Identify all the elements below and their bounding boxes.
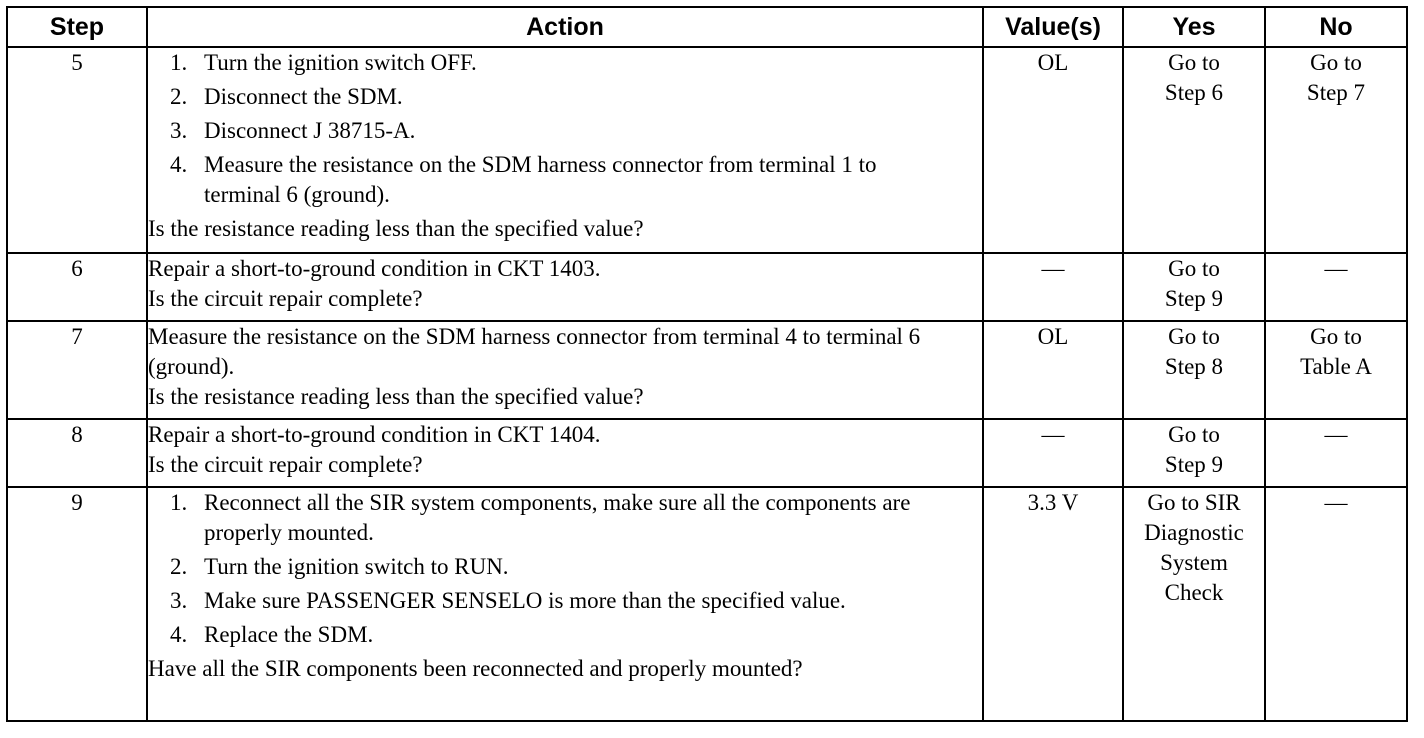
yes-line: Go to	[1168, 422, 1220, 447]
action-cell	[147, 419, 983, 487]
step-number: 9	[7, 487, 147, 721]
action-item-number: 3.	[170, 118, 188, 143]
table-row-step-8	[7, 419, 1407, 487]
action-cell	[147, 253, 983, 321]
action-item-text: Replace the SDM.	[204, 622, 374, 647]
action-item	[148, 586, 982, 616]
action-line: Repair a short-to-ground condition in CKT 1403.	[148, 256, 601, 281]
yes-cell	[1123, 47, 1265, 253]
yes-line: Diagnostic	[1144, 520, 1244, 545]
action-question: Have all the SIR components been reconnected and properly mounted?	[148, 656, 803, 681]
action-question: Is the circuit repair complete?	[148, 452, 423, 477]
header-action: Action	[147, 7, 983, 47]
action-item-text: Measure the resistance on the SDM harness connector from terminal 1 to terminal 6 (ground).	[204, 152, 877, 207]
action-item-text: Turn the ignition switch OFF.	[204, 50, 477, 75]
yes-line: Step 9	[1164, 286, 1224, 311]
yes-line: Step 9	[1164, 452, 1224, 477]
step-number: 6	[7, 253, 147, 321]
step-number: 8	[7, 419, 147, 487]
no-cell	[1265, 419, 1407, 487]
action-item	[148, 620, 982, 650]
value-cell: 3.3 V	[983, 487, 1123, 721]
action-list	[148, 488, 982, 650]
value-cell: OL	[983, 47, 1123, 253]
action-list	[148, 48, 982, 210]
yes-cell	[1123, 419, 1265, 487]
action-item-number: 2.	[170, 84, 188, 109]
action-item	[148, 116, 982, 146]
yes-cell	[1123, 321, 1265, 419]
action-item-number: 1.	[170, 490, 188, 515]
header-values: Value(s)	[983, 7, 1123, 47]
no-line: —	[1324, 422, 1348, 447]
no-line: Go to	[1310, 50, 1362, 75]
table-row-step-9	[7, 487, 1407, 721]
yes-line: Step 8	[1164, 354, 1224, 379]
no-cell	[1265, 321, 1407, 419]
no-line: Table A	[1300, 354, 1372, 379]
yes-cell	[1123, 487, 1265, 721]
no-cell	[1265, 47, 1407, 253]
no-line: —	[1324, 256, 1348, 281]
action-cell	[147, 321, 983, 419]
action-cell	[147, 487, 983, 721]
action-item	[148, 150, 982, 210]
action-item-text: Reconnect all the SIR system components, make sure all the components are properly mounted.	[204, 490, 911, 545]
header-yes: Yes	[1123, 7, 1265, 47]
no-line: Go to	[1310, 324, 1362, 349]
action-item-text: Disconnect J 38715-A.	[204, 118, 416, 143]
diagnostic-table-container	[6, 6, 1408, 722]
action-item	[148, 82, 982, 112]
header-step: Step	[7, 7, 147, 47]
action-item-number: 2.	[170, 554, 188, 579]
action-cell	[147, 47, 983, 253]
table-row-step-5	[7, 47, 1407, 253]
action-question: Is the circuit repair complete?	[148, 286, 423, 311]
action-item	[148, 552, 982, 582]
yes-line: Go to	[1168, 50, 1220, 75]
yes-line: Go to	[1168, 324, 1220, 349]
action-line: Repair a short-to-ground condition in CKT 1404.	[148, 422, 601, 447]
action-question: Is the resistance reading less than the specified value?	[148, 384, 644, 409]
value-cell: —	[983, 253, 1123, 321]
action-item	[148, 48, 982, 78]
action-item-text: Disconnect the SDM.	[204, 84, 403, 109]
action-item	[148, 488, 982, 548]
yes-line: Go to	[1168, 256, 1220, 281]
table-row-step-7	[7, 321, 1407, 419]
action-item-number: 4.	[170, 622, 188, 647]
action-item-number: 3.	[170, 588, 188, 613]
value-cell: —	[983, 419, 1123, 487]
action-item-number: 1.	[170, 50, 188, 75]
yes-line: Go to SIR	[1147, 490, 1241, 515]
step-number: 7	[7, 321, 147, 419]
yes-line: Check	[1164, 580, 1224, 605]
action-item-text: Turn the ignition switch to RUN.	[204, 554, 509, 579]
yes-line: System	[1160, 550, 1228, 575]
value-cell: OL	[983, 321, 1123, 419]
action-question: Is the resistance reading less than the specified value?	[148, 216, 644, 241]
yes-line: Step 6	[1164, 80, 1224, 105]
action-line: Measure the resistance on the SDM harness connector from terminal 4 to terminal 6 (ground).	[148, 324, 921, 379]
diagnostic-table	[6, 6, 1408, 722]
action-item-text: Make sure PASSENGER SENSELO is more than the specified value.	[204, 588, 846, 613]
no-line: —	[1324, 490, 1348, 515]
no-cell	[1265, 253, 1407, 321]
no-line: Step 7	[1306, 80, 1366, 105]
step-number: 5	[7, 47, 147, 253]
table-row-step-6	[7, 253, 1407, 321]
no-cell	[1265, 487, 1407, 721]
yes-cell	[1123, 253, 1265, 321]
header-row	[7, 7, 1407, 47]
action-item-number: 4.	[170, 152, 188, 177]
header-no: No	[1265, 7, 1407, 47]
